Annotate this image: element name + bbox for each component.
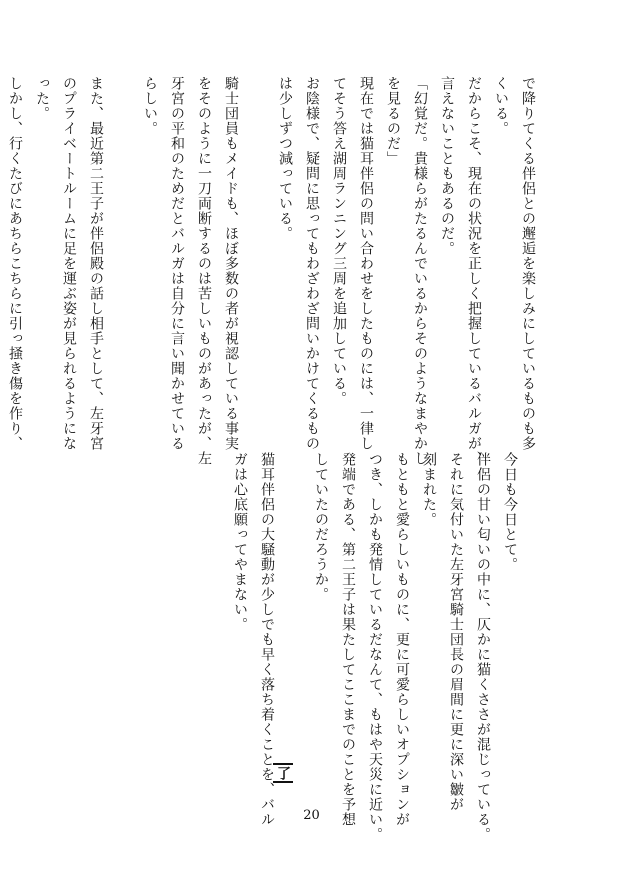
text-column: 猫耳伴侶の大騒動が少しでも早く落ち着くことを、バル xyxy=(259,452,275,827)
upper-text-block xyxy=(0,76,541,476)
text-column: だからこそ、現在の状況を正しく把握しているバルガが、 xyxy=(466,76,482,466)
text-column: を見るのだ」 xyxy=(385,76,401,166)
text-column: また、最近第二王子が伴侶殿の話し相手として、左牙宮 xyxy=(88,76,104,451)
text-column: は少しずつ減っている。 xyxy=(277,76,293,241)
text-column: 刻まれた。 xyxy=(421,452,437,527)
text-column: つき、しかも発情しているだなんて、もはや天災に近い。 xyxy=(367,452,383,842)
page-number: 20 xyxy=(303,808,320,823)
text-column: 言えないこともあるのだ。 xyxy=(439,76,455,256)
text-column: しかし、行くたびにあちらこちらに引っ掻き傷を作り、 xyxy=(7,76,23,451)
text-column: 「幻覚だ。貴様らがたるんでいるからそのようなまやかし xyxy=(412,76,428,466)
text-column xyxy=(109,76,136,476)
text-column: らしい。 xyxy=(142,76,158,136)
text-column: ガは心底願ってやまない。 xyxy=(232,452,248,632)
lower-text-block xyxy=(226,452,523,842)
text-column: 伴侶の甘い匂いの中に、仄かに猫くささが混じっている。 xyxy=(475,452,491,842)
text-column: 現在では猫耳伴侶の問い合わせをしたものには、一律し xyxy=(358,76,374,451)
text-column: 牙宮の平和のためだとバルガは自分に言い聞かせている xyxy=(169,76,185,451)
end-mark: 了 xyxy=(273,763,293,783)
text-column: 発端である、第二王子は果たしてここまでのことを予想 xyxy=(340,452,356,827)
text-column: 今日も今日とて。 xyxy=(502,452,518,572)
text-column: てそう答え湖周ランニング三周を追加している。 xyxy=(331,76,347,406)
text-column: 騎士団員もメイドも、ほぼ多数の者が視認している事実 xyxy=(223,76,239,451)
text-column xyxy=(244,76,271,476)
text-column: くいる。 xyxy=(493,76,509,136)
text-column: もともと愛らしいものに、更に可愛らしいオプションが xyxy=(394,452,410,827)
text-column: していたのだろうか。 xyxy=(313,452,329,602)
text-column: のプライベートルームに足を運ぶ姿が見られるようにな xyxy=(61,76,77,451)
text-column: お陰様で、疑問に思ってもわざわざ問いかけてくるもの xyxy=(304,76,320,451)
text-column: をそのように一刀両断するのは苦しいものがあったが、左 xyxy=(196,76,212,466)
text-column: それに気付いた左牙宮騎士団長の眉間に更に深い皺が xyxy=(448,452,464,812)
text-column: で降りてくる伴侶との邂逅を楽しみにしているものも多 xyxy=(520,76,536,451)
text-column: った。 xyxy=(34,76,50,121)
